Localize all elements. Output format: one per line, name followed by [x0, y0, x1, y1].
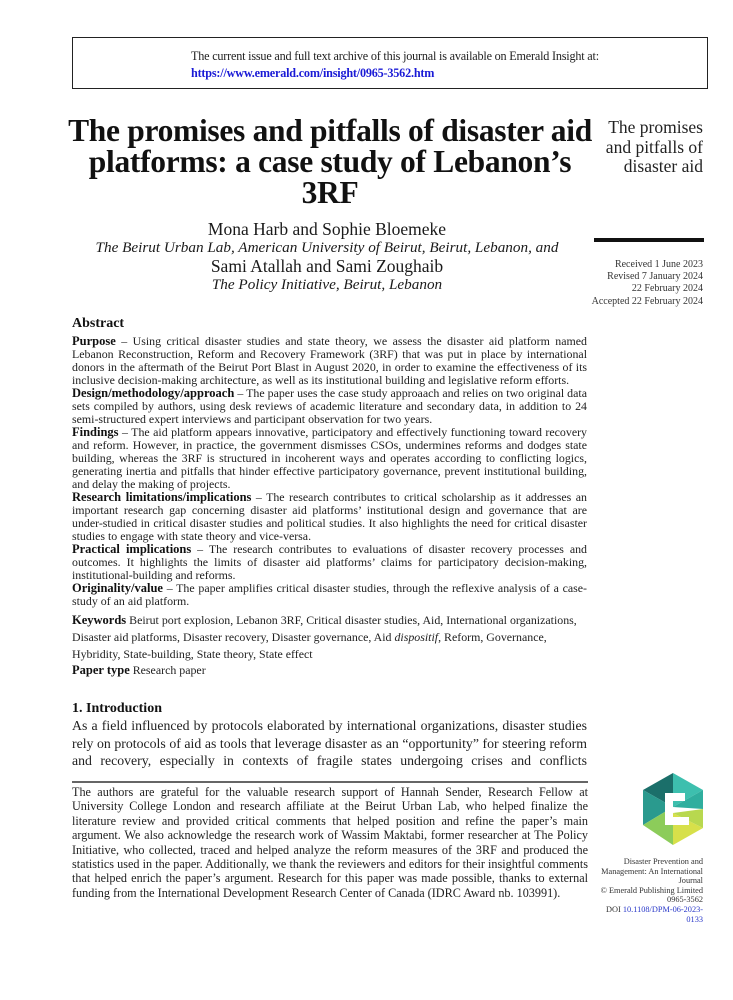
- section-text: – The aid platform appears innovative, participatory and effectively functioning toward recovery and reform. However, in practice, the government dismisses CSOs, undermines reforms and dodges state building, whereas the 3RF is structured in incoherent ways and operates according to conflicting logics, generating inertia and pitfalls that hinder effective participatory governance, prevent institutional building, and delay the making of projects.: [72, 425, 587, 491]
- keywords-text: Beirut port explosion, Lebanon 3RF, Critical disaster studies, Aid, International organizations, Disaster aid platforms, Disaster recovery, Disaster governance, Aid: [72, 613, 577, 644]
- section-text: – The paper amplifies critical disaster studies, through the reflexive analysis of a case-study of an aid platform.: [72, 581, 587, 608]
- keywords-label: Keywords: [72, 613, 127, 627]
- copyright: © Emerald Publishing Limited: [600, 885, 703, 895]
- section-label: Purpose: [72, 334, 116, 348]
- issn: 0965-3562: [667, 895, 703, 905]
- paper-type-value: Research paper: [129, 663, 206, 677]
- keywords: [72, 612, 587, 663]
- paper-type: [72, 663, 587, 678]
- section-label: Findings: [72, 425, 119, 439]
- section-label: Design/methodology/approach: [72, 386, 235, 400]
- abstract-purpose: [72, 335, 587, 387]
- section-label: Originality/value: [72, 581, 163, 595]
- section-text: – The research contributes to evaluations of disaster recovery processes and outcomes. It highlights the limits of disaster aid platforms’ claims for participatory decision-making, institutional-building and reforms.: [72, 542, 587, 582]
- journal-archive-link[interactable]: https://www.emerald.com/insight/0965-3562.htm: [191, 66, 435, 80]
- introduction-text: As a field influenced by protocols elaborated by international organizations, disaster studies rely on protocols of aid as tools that leverage disaster as an “opportunity” for steering reform and recovery, especially in contexts of fragile states undergoing crises and conflicts: [72, 718, 587, 768]
- abstract: [72, 316, 587, 678]
- received-date: Received 1 June 2023: [614, 259, 703, 270]
- access-notice: The current issue and full text archive of this journal is available on Emerald Insight at:: [191, 49, 599, 63]
- doi-link[interactable]: 10.1108/DPM-06-2023-0133: [622, 904, 703, 924]
- section-text: – Using critical disaster studies and state theory, we assess the disaster aid platform named Lebanon Reconstruction, Reform and Recovery Framework (3RF) that was put in place by international donors in the aftermath of the Beirut Port Blast in August 2020, in order to examine the effectiveness of its inclusive decision-making architecture, as well as its institutional building and legislative reform efforts.: [72, 334, 587, 387]
- abstract-heading: Abstract: [72, 316, 125, 331]
- author-affiliation: The Beirut Urban Lab, American University of Beirut, Beirut, Lebanon, and: [95, 239, 559, 256]
- author-affiliation: The Policy Initiative, Beirut, Lebanon: [211, 276, 443, 293]
- section-label: Practical implications: [72, 542, 192, 556]
- abstract-limitations: [72, 491, 587, 543]
- doi-label: DOI: [606, 904, 621, 914]
- abstract-practical: [72, 543, 587, 582]
- journal-access-box: [72, 37, 708, 89]
- section-heading: 1. Introduction: [72, 701, 162, 716]
- revised-date: Revised 7 January 2024: [607, 271, 703, 283]
- section-label: Research limitations/implications: [72, 490, 252, 504]
- introduction-section: [72, 701, 587, 770]
- keywords-text: , Reform, Governance, Hybridity, State-building, State theory, State effect: [72, 630, 547, 661]
- author-block: [72, 220, 582, 294]
- accepted-date: Accepted 22 February 2024: [591, 295, 703, 307]
- journal-name: Disaster Prevention and Management: An International Journal: [601, 857, 703, 886]
- abstract-findings: [72, 426, 587, 491]
- article-title: The promises and pitfalls of disaster aid platforms: a case study of Lebanon’s 3RF: [68, 113, 592, 210]
- acknowledgement-footnote: The authors are grateful for the valuable research support of Hannah Sender, Research Fellow at University College London and research affiliate at the Beirut Urban Lab, who helped finalize the literature review and provided critical comments that helped position and refine the paper’s main argument. We also acknowledge the research work of Wassim Maktabi, former researcher at The Policy Initiative, who collected, traced and helped analyze the reform measures of the 3RF and produced the statistics used in the paper. Additionally, we thank the reviewers and editors for their insightful comments that helped enrich the paper’s argument. Research for this paper was made possible, thanks to external funding from the International Development Research Center of Canada (IDRC Award nb. 103991).: [72, 785, 588, 900]
- journal-info: [590, 857, 703, 924]
- author-names: Mona Harb and Sophie Bloemeke: [207, 219, 447, 239]
- revised-date: 22 February 2024: [631, 283, 703, 295]
- author-names: Sami Atallah and Sami Zoughaib: [210, 256, 444, 276]
- running-head-rule: [594, 238, 704, 242]
- abstract-design: [72, 387, 587, 426]
- footnote-rule: [72, 781, 588, 783]
- section-text: – The paper uses the case study approaach and relies on two original data sets compiled by authors, using desk reviews of academic literature and secondary data, in addition to 24 semi-structured expert interviews and participant observation for two years.: [72, 386, 587, 426]
- emerald-hexagon-logo-icon: [643, 773, 703, 845]
- keywords-italic: dispositif: [394, 630, 439, 644]
- paper-type-label: Paper type: [72, 663, 130, 677]
- section-text: – The research contributes to critical scholarship as it addresses an important research gap concerning disaster aid platforms’ institutional design and governance that are under-studied in critical disaster studies and political studies. It also highlights the need for critical disaster studies to engage with state theory and vice-versa.: [72, 490, 587, 543]
- article-dates: [580, 259, 703, 308]
- doi-line: [590, 905, 703, 924]
- running-head: The promises and pitfalls of disaster aid: [605, 117, 703, 176]
- abstract-originality: [72, 582, 587, 608]
